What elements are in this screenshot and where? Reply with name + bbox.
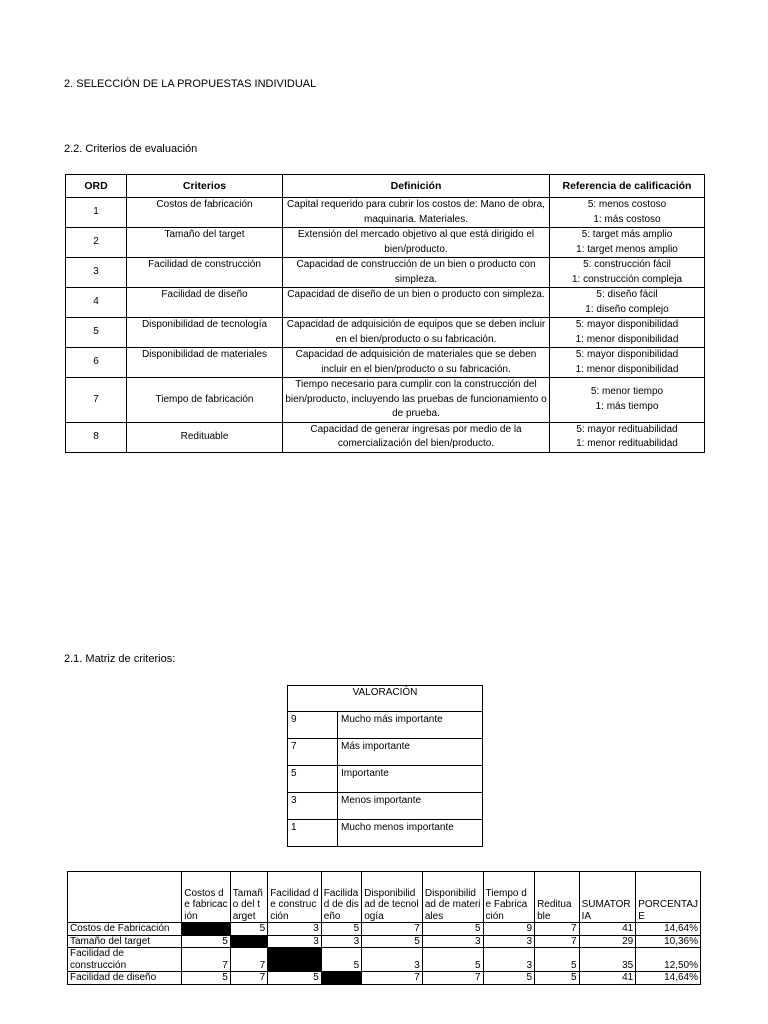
matrix-cell: 41 <box>579 923 636 936</box>
matrix-cell: 5 <box>535 972 579 985</box>
reference-low: 1: construcción compleja <box>571 273 683 285</box>
reference-low: 1: menor redituabilidad <box>576 438 678 449</box>
criteria-row <box>66 318 705 348</box>
matrix-header-row <box>68 872 701 923</box>
valoracion-row <box>288 766 483 793</box>
criteria-name: Disponibilidad de materiales <box>127 348 283 378</box>
matrix-cell: 5 <box>321 923 361 936</box>
valoracion-row <box>288 712 483 739</box>
matrix-cell: 35 <box>579 948 636 972</box>
criteria-definition: Capacidad de generar ingresas por medio de la comercialización del bien/producto. <box>283 422 550 452</box>
matrix-cell: 7 <box>230 948 267 972</box>
reference-high: 5: target más amplio <box>581 229 673 240</box>
criteria-ord: 3 <box>66 258 127 288</box>
reference-high: 5: menor tiempo <box>590 386 664 398</box>
valoracion-value: 1 <box>288 820 338 847</box>
criteria-name: Tiempo de fabricación <box>127 378 283 423</box>
valoracion-table <box>287 685 483 847</box>
matrix-cell: 3 <box>268 935 322 948</box>
criteria-name: Costos de fabricación <box>127 198 283 228</box>
matrix-cell: 7 <box>182 948 231 972</box>
reference-high: 5: construcción fácil <box>583 259 671 270</box>
criteria-ord: 4 <box>66 288 127 318</box>
criteria-ord: 6 <box>66 348 127 378</box>
criteria-matrix <box>67 871 701 985</box>
matrix-row-label: Facilidad de construcción <box>68 948 182 972</box>
matrix-cell: 7 <box>230 972 267 985</box>
valoracion-label: Menos importante <box>338 793 483 820</box>
criteria-section-title: 2.2. Criterios de evaluación <box>64 143 198 155</box>
matrix-header-cell: Disponibilidad de tecnología <box>362 872 423 923</box>
valoracion-label: Mucho más importante <box>338 712 483 739</box>
valoracion-value: 5 <box>288 766 338 793</box>
reference-low: 1: menor disponibilidad <box>575 363 679 375</box>
matrix-cell: 12,50% <box>636 948 701 972</box>
valoracion-title: VALORACIÓN <box>288 686 483 712</box>
matrix-header-cell: Facilidad de diseño <box>321 872 361 923</box>
matrix-cell: 5 <box>535 948 579 972</box>
criteria-definition: Extensión del mercado objetivo al que está dirigido el bien/producto. <box>283 228 550 258</box>
reference-high: 5: menos costoso <box>587 199 667 210</box>
matrix-diagonal-cell <box>182 923 231 936</box>
criteria-reference <box>550 258 705 288</box>
matrix-row <box>68 923 701 936</box>
matrix-cell: 3 <box>483 935 535 948</box>
criteria-ord: 1 <box>66 198 127 228</box>
reference-high: 5: diseño fácil <box>596 289 658 300</box>
matrix-cell: 7 <box>535 923 579 936</box>
matrix-cell: 5 <box>422 948 483 972</box>
matrix-cell: 5 <box>230 923 267 936</box>
criteria-definition: Capacidad de adquisición de equipos que se deben incluir en el bien/producto o su fabricación. <box>283 318 550 348</box>
matrix-row-label: Costos de Fabricación <box>68 923 182 936</box>
valoracion-label: Más importante <box>338 739 483 766</box>
criteria-name: Redituable <box>127 422 283 452</box>
criteria-table <box>65 174 705 453</box>
matrix-header-cell: Facilidad de construcción <box>268 872 322 923</box>
criteria-ord: 8 <box>66 422 127 452</box>
reference-high: 5: mayor disponibilidad <box>575 319 679 330</box>
criteria-row <box>66 288 705 318</box>
criteria-ord: 7 <box>66 378 127 423</box>
criteria-reference <box>550 288 705 318</box>
criteria-reference <box>550 378 705 423</box>
matrix-diagonal-cell <box>321 972 361 985</box>
matrix-row-label: Tamaño del target <box>68 935 182 948</box>
matrix-cell: 5 <box>362 935 423 948</box>
header-ord: ORD <box>66 175 127 198</box>
matrix-header-cell: Tamaño del target <box>230 872 267 923</box>
matrix-row <box>68 972 701 985</box>
criteria-header-row <box>66 175 705 198</box>
matrix-header-cell <box>68 872 182 923</box>
matrix-diagonal-cell <box>230 935 267 948</box>
matrix-header-cell: Tiempo de Fabricación <box>483 872 535 923</box>
criteria-ord: 2 <box>66 228 127 258</box>
matrix-cell: 5 <box>182 972 231 985</box>
matrix-diagonal-cell <box>268 948 322 972</box>
matrix-cell: 5 <box>422 923 483 936</box>
matrix-cell: 29 <box>579 935 636 948</box>
criteria-row <box>66 422 705 452</box>
valoracion-row <box>288 793 483 820</box>
matrix-row <box>68 948 701 972</box>
reference-high: 5: mayor disponibilidad <box>575 349 679 360</box>
criteria-name: Facilidad de diseño <box>127 288 283 318</box>
criteria-reference <box>550 422 705 452</box>
matrix-cell: 14,64% <box>636 923 701 936</box>
valoracion-value: 9 <box>288 712 338 739</box>
valoracion-row <box>288 739 483 766</box>
matrix-cell: 5 <box>268 972 322 985</box>
matrix-cell: 5 <box>182 935 231 948</box>
criteria-reference <box>550 228 705 258</box>
reference-low: 1: más costoso <box>593 213 661 225</box>
criteria-row <box>66 378 705 423</box>
matrix-cell: 7 <box>362 923 423 936</box>
matrix-section-title: 2.1. Matriz de criterios: <box>64 653 176 665</box>
criteria-definition: Tiempo necesario para cumplir con la construcción del bien/producto, incluyendo las pruebas de funcionamiento o de prueba. <box>283 378 550 423</box>
criteria-name: Facilidad de construcción <box>127 258 283 288</box>
criteria-name: Tamaño del target <box>127 228 283 258</box>
matrix-cell: 9 <box>483 923 535 936</box>
valoracion-row <box>288 820 483 847</box>
valoracion-label: Mucho menos importante <box>338 820 483 847</box>
matrix-row-label: Facilidad de diseño <box>68 972 182 985</box>
matrix-cell: 10,36% <box>636 935 701 948</box>
reference-high: 5: mayor redituabilidad <box>576 423 678 435</box>
matrix-cell: 7 <box>362 972 423 985</box>
reference-low: 1: diseño complejo <box>585 303 669 315</box>
matrix-header-cell: Disponibilidad de materiales <box>422 872 483 923</box>
valoracion-value: 7 <box>288 739 338 766</box>
criteria-definition: Capacidad de adquisición de materiales que se deben incluir en el bien/producto o su fabricación. <box>283 348 550 378</box>
criteria-row <box>66 258 705 288</box>
matrix-cell: 3 <box>483 948 535 972</box>
matrix-cell: 3 <box>362 948 423 972</box>
criteria-definition: Capacidad de construcción de un bien o producto con simpleza. <box>283 258 550 288</box>
reference-low: 1: target menos amplio <box>576 243 678 255</box>
matrix-cell: 3 <box>268 923 322 936</box>
matrix-cell: 41 <box>579 972 636 985</box>
header-criterios: Criterios <box>127 175 283 198</box>
criteria-row <box>66 198 705 228</box>
matrix-cell: 5 <box>321 948 361 972</box>
reference-low: 1: más tiempo <box>595 400 659 412</box>
valoracion-label: Importante <box>338 766 483 793</box>
criteria-definition: Capital requerido para cubrir los costos de: Mano de obra, maquinaria. Materiales. <box>283 198 550 228</box>
matrix-cell: 5 <box>483 972 535 985</box>
matrix-cell: 3 <box>422 935 483 948</box>
criteria-reference <box>550 348 705 378</box>
section-title: 2. SELECCIÓN DE LA PROPUESTAS INDIVIDUAL <box>64 78 317 90</box>
header-definicion: Definición <box>283 175 550 198</box>
matrix-cell: 14,64% <box>636 972 701 985</box>
criteria-reference <box>550 318 705 348</box>
matrix-cell: 7 <box>422 972 483 985</box>
matrix-cell: 3 <box>321 935 361 948</box>
matrix-header-cell: PORCENTAJE <box>636 872 701 923</box>
criteria-name: Disponibilidad de tecnología <box>127 318 283 348</box>
matrix-header-cell: Costos de fabricación <box>182 872 231 923</box>
reference-low: 1: menor disponibilidad <box>575 333 679 345</box>
matrix-header-cell: SUMATORIA <box>579 872 636 923</box>
criteria-row <box>66 348 705 378</box>
criteria-row <box>66 228 705 258</box>
criteria-reference <box>550 198 705 228</box>
criteria-definition: Capacidad de diseño de un bien o producto con simpleza. <box>283 288 550 318</box>
matrix-cell: 7 <box>535 935 579 948</box>
header-referencia: Referencia de calificación <box>550 175 705 198</box>
matrix-row <box>68 935 701 948</box>
criteria-ord: 5 <box>66 318 127 348</box>
valoracion-value: 3 <box>288 793 338 820</box>
matrix-header-cell: Redituable <box>535 872 579 923</box>
